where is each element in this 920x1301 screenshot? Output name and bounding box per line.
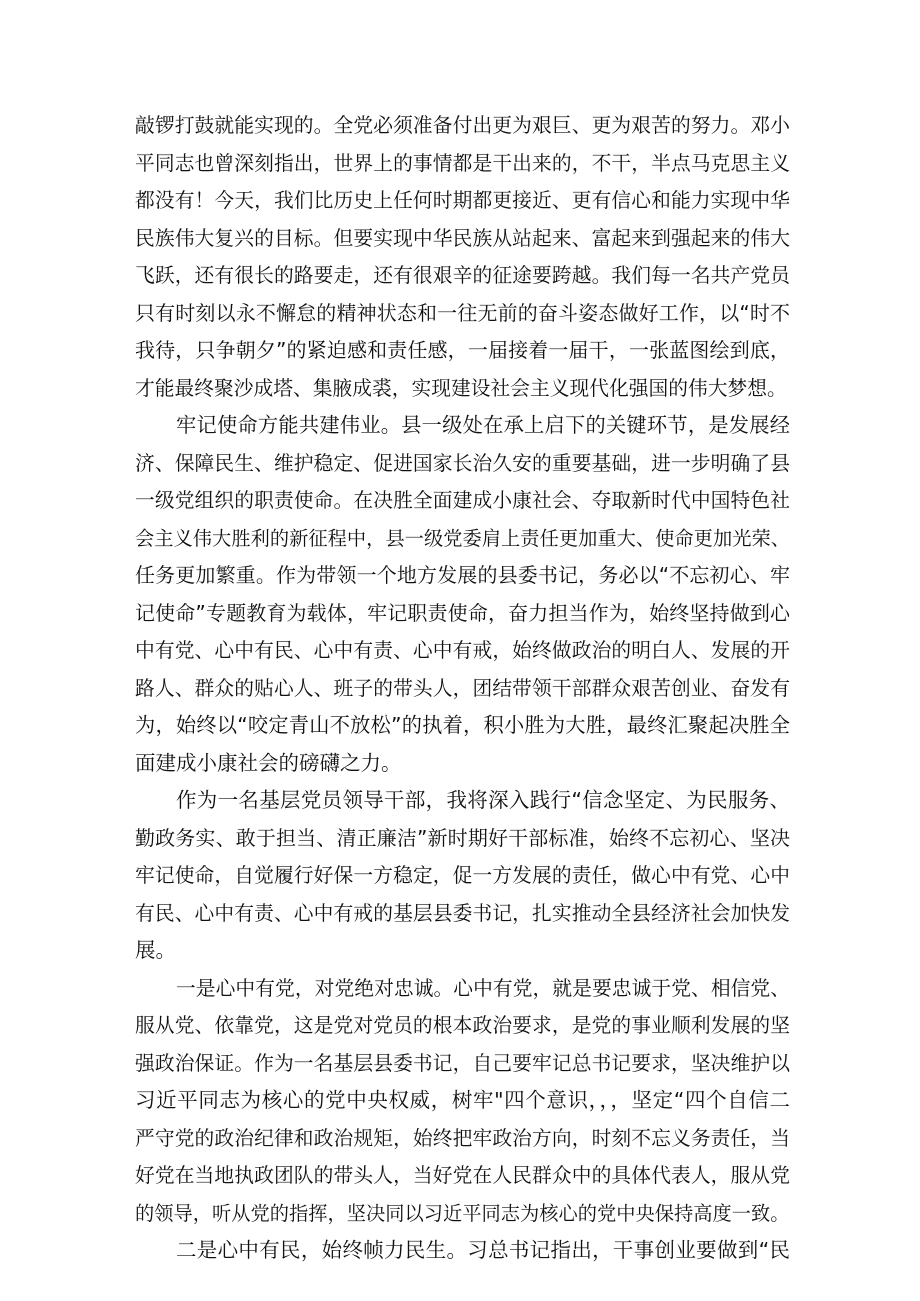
text-line: 作为一名基层党员领导干部，我将深入践行“信念坚定、为民服务、 — [176, 788, 790, 812]
text-line: 好党在当地执政团队的带头人，当好党在人民群众中的具体代表人，服从党 — [135, 1164, 790, 1187]
text-line: 习近平同志为核心的党中央权威，树牢"四个意识，，，坚定“四个自信二 — [135, 1088, 790, 1112]
text-line: 敲锣打鼓就能实现的。全党必须准备付出更为艰巨、更为艰苦的努力。邓小 — [135, 114, 790, 137]
text-line: 路人、群众的贴心人、班子的带头人，团结带领干部群众艰苦创业、奋发有 — [135, 676, 790, 700]
document-body — [135, 107, 790, 1270]
text-line: 才能最终聚沙成塔、集腋成裘，实现建设社会主义现代化强国的伟大梦想。 — [135, 376, 787, 400]
text-line: 一级党组织的职责使命。在决胜全面建成小康社会、夺取新时代中国特色社 — [135, 489, 790, 512]
text-line: 我待，只争朝夕”的紧迫感和责任感，一届接着一届干，一张蓝图绘到底， — [135, 338, 790, 362]
text-line: 飞跃，还有很长的路要走，还有很艰辛的征途要跨越。我们每一名共产党员 — [135, 264, 790, 287]
text-line: 服从党、依靠党，这是党对党员的根本政治要求，是党的事业顺利发展的坚 — [135, 1014, 790, 1037]
text-line: 一是心中有党，对党绝对忠诚。心中有党，就是要忠诚于党、相信党、 — [176, 976, 790, 1000]
text-line: 二是心中有民，始终帧力民生。习总书记指出，干事创业要做到“民 — [176, 1238, 790, 1262]
text-line: 济、保障民生、维护稳定、促进国家长治久安的重要基础，进一步明确了县 — [135, 451, 790, 475]
text-line: 严守党的政治纪律和政治规矩，始终把牢政治方向，时刻不忘义务责任，当 — [135, 1126, 790, 1150]
text-line: 强政治保证。作为一名基层县委书记，自己要牢记总书记要求，坚决维护以 — [135, 1051, 790, 1075]
text-line: 任务更加繁重。作为带领一个地方发展的县委书记，务必以“不忘初心、牢 — [135, 563, 790, 587]
text-line: 勤政务实、敢于担当、清正廉洁”新时期好干部标准，始终不忘初心、坚决 — [135, 825, 790, 850]
text-line: 牢记使命，自觉履行好保一方稳定，促一方发展的责任，做心中有党、心中 — [135, 864, 790, 887]
text-line: 民族伟大复兴的目标。但要实现中华民族从站起来、富起来到强起来的伟大 — [135, 226, 790, 250]
text-line: 展。 — [135, 938, 176, 962]
text-line: 有民、心中有责、心中有戒的基层县委书记，扎实推动全县经济社会加快发 — [135, 901, 790, 925]
text-line: 都没有！今天，我们比历史上任何时期都更接近、更有信心和能力实现中华 — [135, 189, 790, 212]
text-line: 会主义伟大胜利的新征程中，县一级党委肩上责任更加重大、使命更加光荣、 — [135, 526, 790, 550]
text-line: 中有党、心中有民、心中有责、心中有戒，始终做政治的明白人、发展的开 — [135, 639, 790, 662]
text-line: 牢记使命方能共建伟业。县一级处在承上启下的关键环节，是发展经 — [176, 413, 790, 437]
text-line: 只有时刻以永不懈怠的精神状态和一往无前的奋斗姿态做好工作，以“时不 — [135, 300, 790, 325]
text-line: 为，始终以“咬定青山不放松”的执着，积小胜为大胜，最终汇聚起决胜全 — [135, 713, 790, 737]
text-line: 平同志也曾深刻指出，世界上的事情都是干出来的，不干，半点马克思主义 — [135, 151, 790, 175]
text-line: 记使命”专题教育为载体，牢记职责使命，奋力担当作为，始终坚持做到心 — [135, 600, 790, 625]
text-line: 的领导，听从党的指挥，坚决同以习近平同志为核心的党中央保持高度一致。 — [135, 1201, 790, 1225]
text-line: 面建成小康社会的磅礴之力。 — [135, 750, 402, 775]
